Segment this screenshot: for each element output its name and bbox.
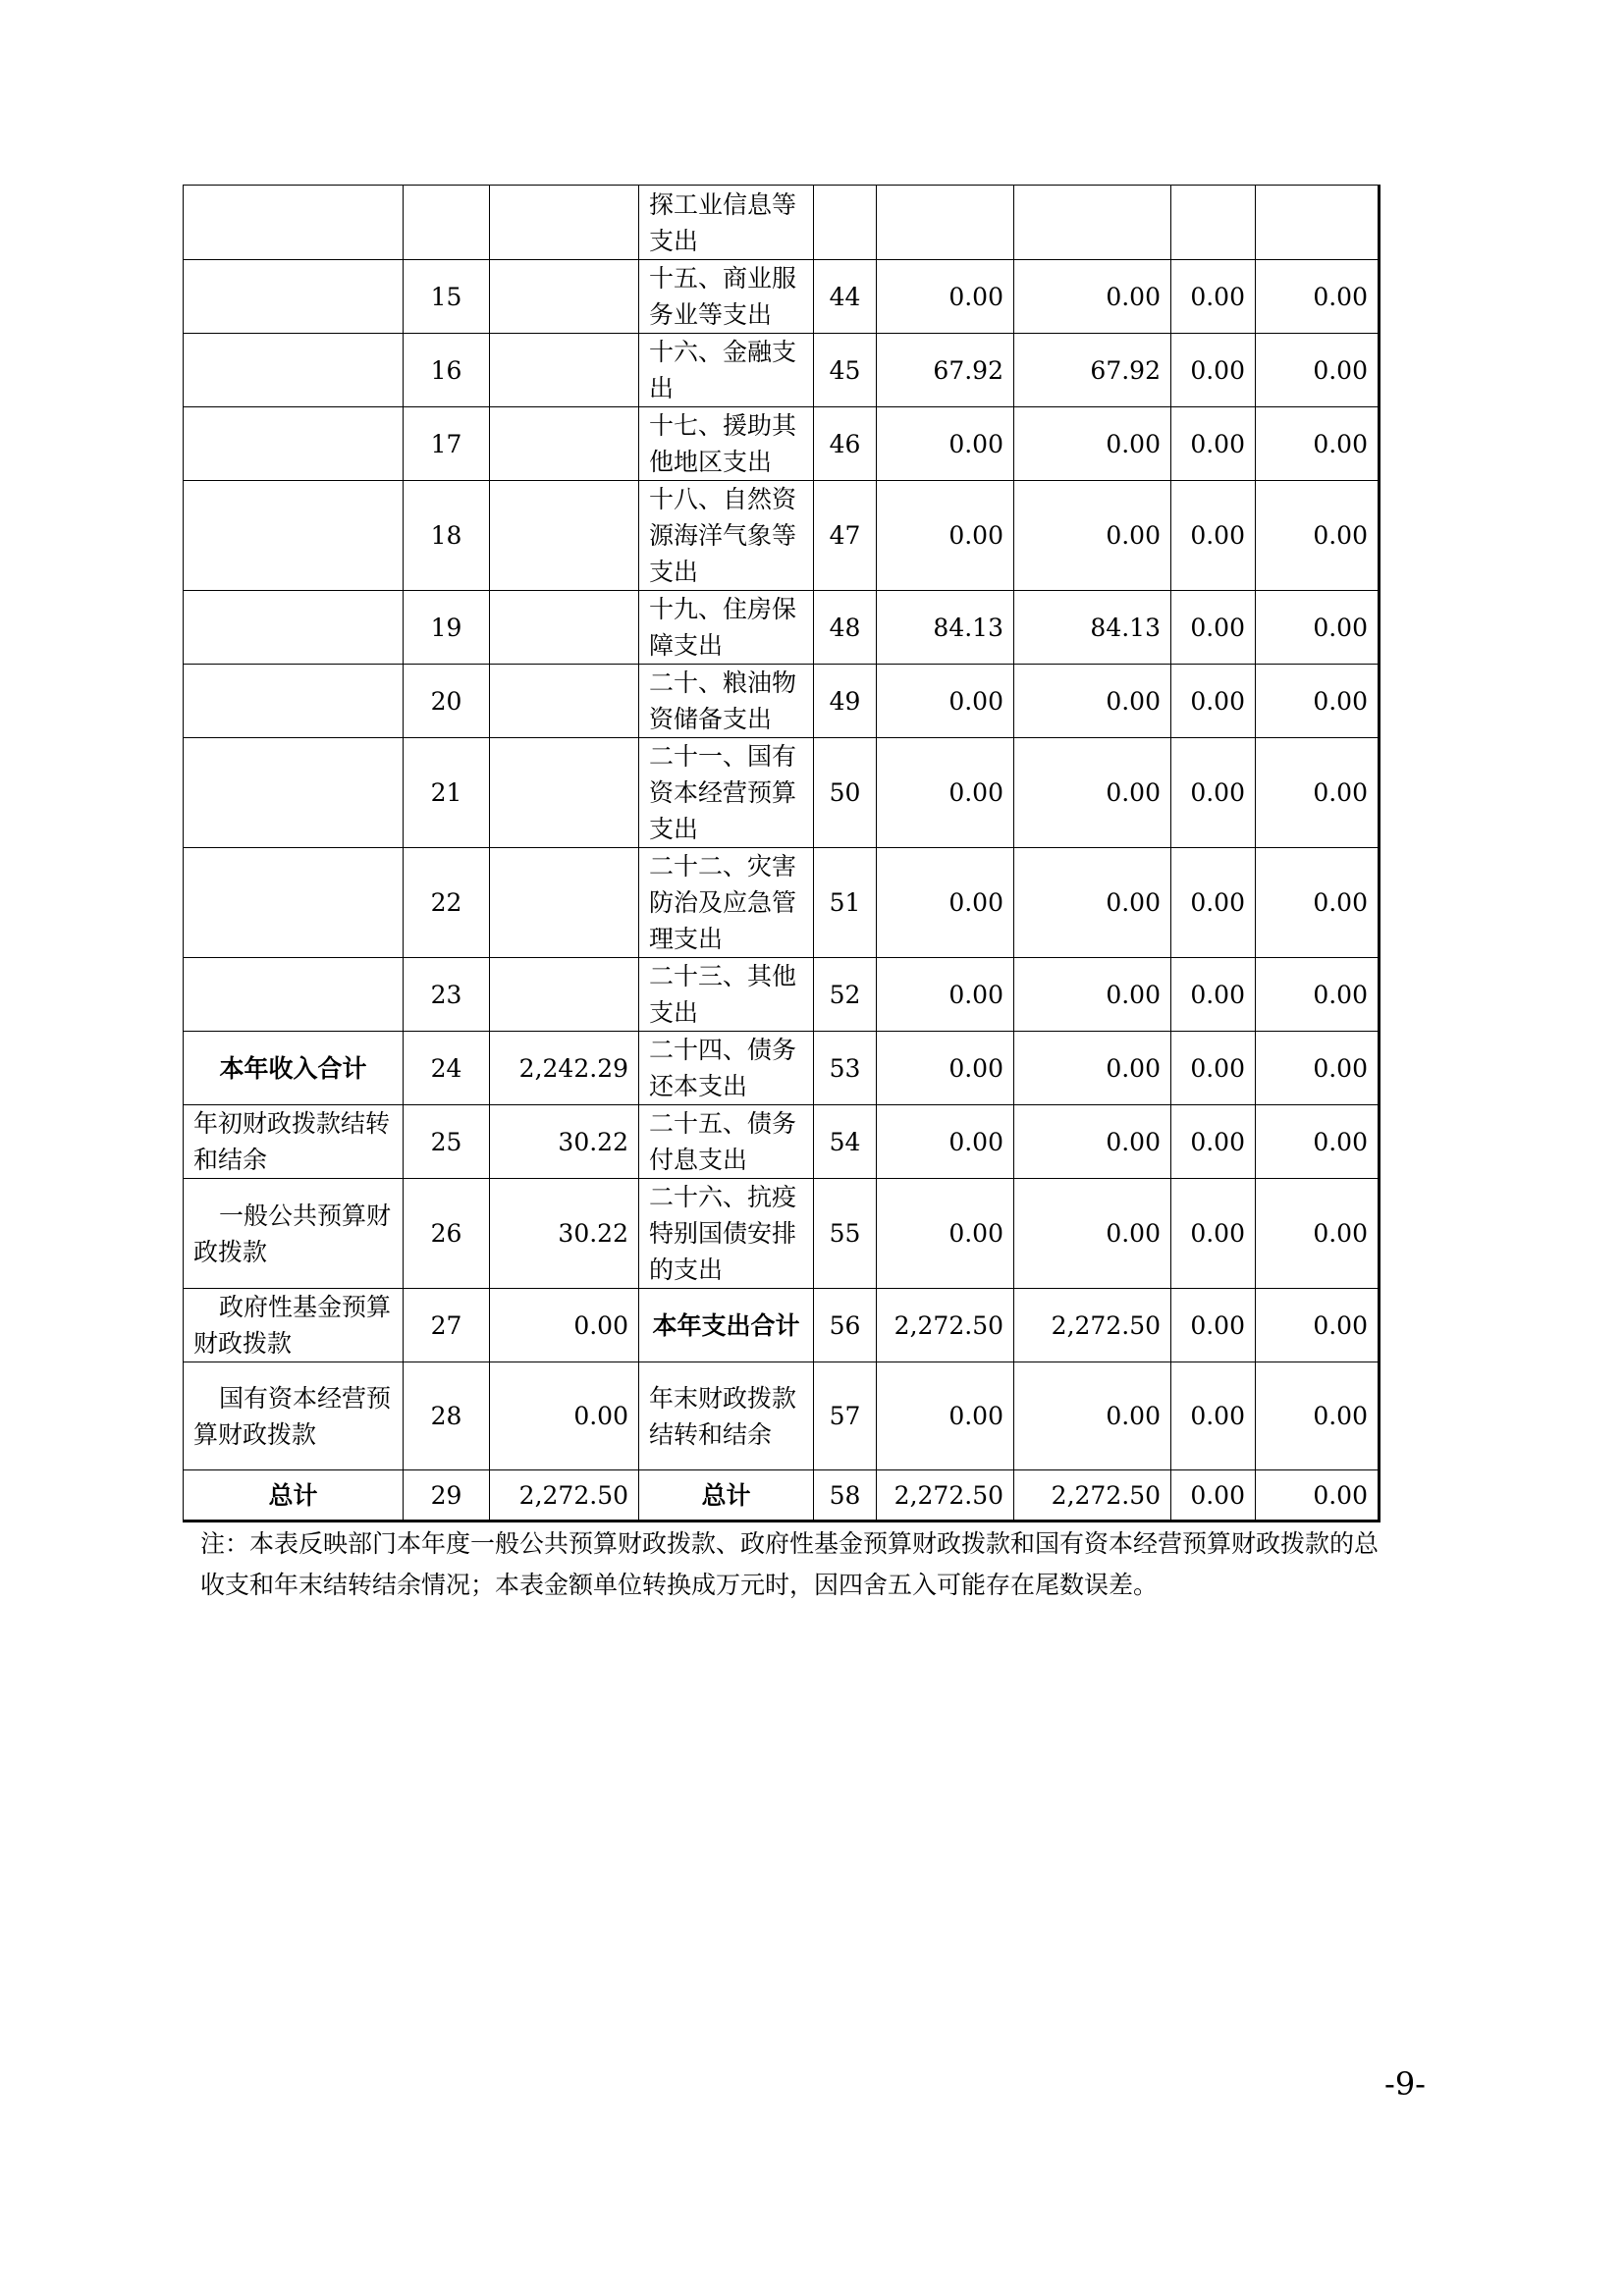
expense-line-no: 54 (814, 1105, 877, 1179)
income-line-no: 24 (404, 1032, 490, 1105)
income-line-no: 27 (404, 1289, 490, 1362)
income-amount (490, 481, 639, 591)
general-budget-amount: 67.92 (1014, 334, 1171, 407)
expense-total (877, 186, 1014, 260)
expense-line-no: 58 (814, 1470, 877, 1522)
expense-item: 二十二、灾害防治及应急管理支出 (639, 848, 814, 958)
income-line-no: 21 (404, 738, 490, 848)
income-item (184, 334, 404, 407)
gov-fund-amount: 0.00 (1171, 1179, 1256, 1289)
state-capital-amount: 0.00 (1256, 1179, 1380, 1289)
income-line-no: 23 (404, 958, 490, 1032)
expense-total: 84.13 (877, 591, 1014, 665)
income-amount (490, 334, 639, 407)
expense-total: 2,272.50 (877, 1289, 1014, 1362)
income-item (184, 260, 404, 334)
income-item: 国有资本经营预算财政拨款 (184, 1362, 404, 1470)
general-budget-amount: 0.00 (1014, 407, 1171, 481)
expense-total: 2,272.50 (877, 1470, 1014, 1522)
gov-fund-amount: 0.00 (1171, 738, 1256, 848)
gov-fund-amount: 0.00 (1171, 1105, 1256, 1179)
expense-item: 十七、援助其他地区支出 (639, 407, 814, 481)
expense-total: 0.00 (877, 1032, 1014, 1105)
state-capital-amount: 0.00 (1256, 738, 1380, 848)
income-line-no: 17 (404, 407, 490, 481)
general-budget-amount: 2,272.50 (1014, 1470, 1171, 1522)
expense-total: 0.00 (877, 1179, 1014, 1289)
income-amount: 0.00 (490, 1362, 639, 1470)
expense-item: 二十一、国有资本经营预算支出 (639, 738, 814, 848)
expense-line-no: 44 (814, 260, 877, 334)
expense-total: 0.00 (877, 1105, 1014, 1179)
income-amount (490, 591, 639, 665)
expense-item: 二十、粮油物资储备支出 (639, 665, 814, 738)
general-budget-amount: 0.00 (1014, 1362, 1171, 1470)
table-row (184, 260, 1380, 334)
table-row (184, 848, 1380, 958)
income-amount: 30.22 (490, 1179, 639, 1289)
expense-item: 二十六、抗疫特别国债安排的支出 (639, 1179, 814, 1289)
general-budget-amount: 0.00 (1014, 1032, 1171, 1105)
expense-line-no (814, 186, 877, 260)
gov-fund-amount: 0.00 (1171, 260, 1256, 334)
gov-fund-amount: 0.00 (1171, 958, 1256, 1032)
income-amount (490, 260, 639, 334)
income-item: 年初财政拨款结转和结余 (184, 1105, 404, 1179)
income-line-no: 18 (404, 481, 490, 591)
expense-item: 总计 (639, 1470, 814, 1522)
expense-item: 十八、自然资源海洋气象等支出 (639, 481, 814, 591)
gov-fund-amount (1171, 186, 1256, 260)
expense-item: 本年支出合计 (639, 1289, 814, 1362)
income-item (184, 591, 404, 665)
income-amount: 30.22 (490, 1105, 639, 1179)
gov-fund-amount: 0.00 (1171, 1032, 1256, 1105)
expense-item: 二十四、债务还本支出 (639, 1032, 814, 1105)
budget-table (183, 185, 1380, 1522)
table-row (184, 1179, 1380, 1289)
expense-total: 0.00 (877, 958, 1014, 1032)
gov-fund-amount: 0.00 (1171, 591, 1256, 665)
income-amount (490, 186, 639, 260)
table-row (184, 481, 1380, 591)
gov-fund-amount: 0.00 (1171, 665, 1256, 738)
expense-total: 0.00 (877, 260, 1014, 334)
income-amount (490, 848, 639, 958)
income-item (184, 407, 404, 481)
state-capital-amount: 0.00 (1256, 665, 1380, 738)
income-amount (490, 407, 639, 481)
income-line-no: 25 (404, 1105, 490, 1179)
table-row (184, 334, 1380, 407)
expense-total: 0.00 (877, 665, 1014, 738)
expense-total: 0.00 (877, 848, 1014, 958)
page-number: -9- (1384, 2065, 1426, 2103)
state-capital-amount: 0.00 (1256, 1470, 1380, 1522)
state-capital-amount: 0.00 (1256, 334, 1380, 407)
state-capital-amount: 0.00 (1256, 848, 1380, 958)
income-amount (490, 738, 639, 848)
table-row (184, 665, 1380, 738)
state-capital-amount: 0.00 (1256, 958, 1380, 1032)
income-item (184, 665, 404, 738)
income-line-no: 19 (404, 591, 490, 665)
income-line-no: 16 (404, 334, 490, 407)
expense-line-no: 57 (814, 1362, 877, 1470)
expense-line-no: 49 (814, 665, 877, 738)
income-item: 政府性基金预算财政拨款 (184, 1289, 404, 1362)
income-line-no: 29 (404, 1470, 490, 1522)
state-capital-amount: 0.00 (1256, 1105, 1380, 1179)
gov-fund-amount: 0.00 (1171, 334, 1256, 407)
expense-total: 0.00 (877, 738, 1014, 848)
state-capital-amount: 0.00 (1256, 481, 1380, 591)
expense-item: 二十三、其他支出 (639, 958, 814, 1032)
income-line-no: 26 (404, 1179, 490, 1289)
income-amount (490, 958, 639, 1032)
income-item: 本年收入合计 (184, 1032, 404, 1105)
state-capital-amount: 0.00 (1256, 407, 1380, 481)
income-item (184, 958, 404, 1032)
general-budget-amount: 0.00 (1014, 1179, 1171, 1289)
general-budget-amount: 2,272.50 (1014, 1289, 1171, 1362)
expense-line-no: 52 (814, 958, 877, 1032)
expense-line-no: 47 (814, 481, 877, 591)
gov-fund-amount: 0.00 (1171, 1289, 1256, 1362)
expense-item: 十六、金融支出 (639, 334, 814, 407)
expense-item: 探工业信息等支出 (639, 186, 814, 260)
income-item (184, 186, 404, 260)
state-capital-amount: 0.00 (1256, 1032, 1380, 1105)
table-row (184, 591, 1380, 665)
gov-fund-amount: 0.00 (1171, 848, 1256, 958)
state-capital-amount: 0.00 (1256, 260, 1380, 334)
table-row (184, 1289, 1380, 1362)
expense-total: 0.00 (877, 407, 1014, 481)
gov-fund-amount: 0.00 (1171, 481, 1256, 591)
table-note: 注：本表反映部门本年度一般公共预算财政拨款、政府性基金预算财政拨款和国有资本经营预算财政拨款的总收支和年末结转结余情况；本表金额单位转换成万元时，因四舍五入可能存在尾数误差。 (200, 1529, 1380, 1599)
income-line-no (404, 186, 490, 260)
table-row (184, 1032, 1380, 1105)
table-row (184, 1105, 1380, 1179)
expense-total: 0.00 (877, 481, 1014, 591)
table-body (184, 186, 1380, 1522)
expense-line-no: 46 (814, 407, 877, 481)
state-capital-amount: 0.00 (1256, 591, 1380, 665)
table-row (184, 958, 1380, 1032)
table-row (184, 738, 1380, 848)
state-capital-amount (1256, 186, 1380, 260)
income-item: 一般公共预算财政拨款 (184, 1179, 404, 1289)
general-budget-amount (1014, 186, 1171, 260)
income-amount: 0.00 (490, 1289, 639, 1362)
income-item (184, 848, 404, 958)
state-capital-amount: 0.00 (1256, 1362, 1380, 1470)
state-capital-amount: 0.00 (1256, 1289, 1380, 1362)
income-item (184, 481, 404, 591)
general-budget-amount: 0.00 (1014, 1105, 1171, 1179)
general-budget-amount: 0.00 (1014, 738, 1171, 848)
general-budget-amount: 0.00 (1014, 665, 1171, 738)
general-budget-amount: 84.13 (1014, 591, 1171, 665)
gov-fund-amount: 0.00 (1171, 1362, 1256, 1470)
general-budget-amount: 0.00 (1014, 958, 1171, 1032)
income-item: 总计 (184, 1470, 404, 1522)
income-amount: 2,272.50 (490, 1470, 639, 1522)
income-amount (490, 665, 639, 738)
expense-line-no: 56 (814, 1289, 877, 1362)
expense-item: 二十五、债务付息支出 (639, 1105, 814, 1179)
table-row (184, 407, 1380, 481)
expense-item: 十九、住房保障支出 (639, 591, 814, 665)
expense-item: 十五、商业服务业等支出 (639, 260, 814, 334)
income-amount: 2,242.29 (490, 1032, 639, 1105)
expense-line-no: 53 (814, 1032, 877, 1105)
general-budget-amount: 0.00 (1014, 848, 1171, 958)
income-line-no: 20 (404, 665, 490, 738)
gov-fund-amount: 0.00 (1171, 407, 1256, 481)
income-item (184, 738, 404, 848)
general-budget-amount: 0.00 (1014, 481, 1171, 591)
income-line-no: 22 (404, 848, 490, 958)
expense-line-no: 55 (814, 1179, 877, 1289)
expense-total: 67.92 (877, 334, 1014, 407)
expense-line-no: 50 (814, 738, 877, 848)
income-line-no: 28 (404, 1362, 490, 1470)
expense-total: 0.00 (877, 1362, 1014, 1470)
table-row (184, 186, 1380, 260)
expense-line-no: 48 (814, 591, 877, 665)
table-row (184, 1470, 1380, 1522)
income-line-no: 15 (404, 260, 490, 334)
expense-item: 年末财政拨款结转和结余 (639, 1362, 814, 1470)
expense-line-no: 51 (814, 848, 877, 958)
general-budget-amount: 0.00 (1014, 260, 1171, 334)
table-row (184, 1362, 1380, 1470)
expense-line-no: 45 (814, 334, 877, 407)
gov-fund-amount: 0.00 (1171, 1470, 1256, 1522)
